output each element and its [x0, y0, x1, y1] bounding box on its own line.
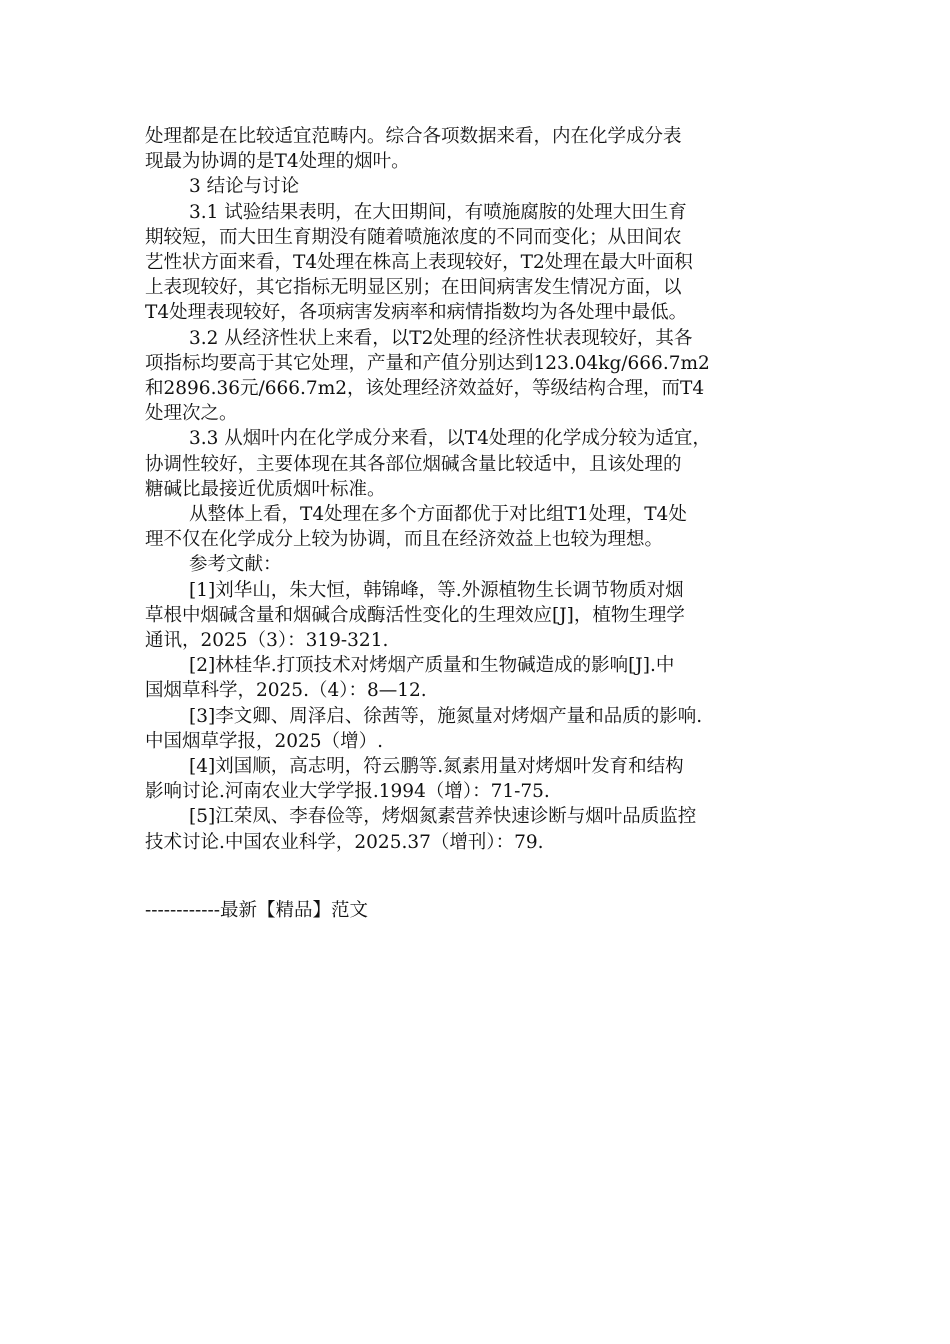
paragraph-ref-4 — [145, 754, 810, 804]
paragraph-ref-heading — [145, 552, 810, 577]
paragraph-ref-5 — [145, 804, 810, 854]
text-line: 影响讨论.河南农业大学学报.1994（增）：71-75. — [145, 781, 550, 803]
text-line: 处理次之。 — [145, 403, 238, 425]
text-line: 理不仅在化学成分上较为协调，而且在经济效益上也较为理想。 — [145, 529, 664, 551]
text-line: [2]林桂华.打顶技术对烤烟产质量和生物碱造成的影响[J].中 — [189, 655, 675, 677]
paragraph-p-summary — [145, 502, 810, 552]
text-line: 项指标均要高于其它处理，产量和产值分别达到123.04kg/666.7m2 — [145, 352, 710, 374]
text-line: 现最为协调的是T4处理的烟叶。 — [145, 151, 410, 173]
text-line: 通讯，2025（3）：319-321. — [145, 630, 389, 652]
paragraph-p3-3 — [145, 426, 810, 502]
paragraph-heading-3 — [145, 174, 810, 199]
text-line: 和2896.36元/666.7m2，该处理经济效益好，等级结构合理，而T4 — [145, 378, 705, 400]
document-body — [145, 124, 810, 855]
text-line: 期较短，而大田生育期没有随着喷施浓度的不同而变化；从田间农 — [145, 226, 682, 248]
text-line: 参考文献： — [189, 554, 282, 576]
footer-text: ------------最新【精品】范文 — [145, 900, 369, 921]
text-line: 糖碱比最接近优质烟叶标准。 — [145, 478, 386, 500]
paragraph-ref-1 — [145, 578, 810, 654]
text-line: 3.2 从经济性状上来看，以T2处理的经济性状表现较好，其各 — [189, 327, 693, 349]
paragraph-p0 — [145, 124, 810, 174]
paragraph-p3-1 — [145, 200, 810, 326]
text-line: 3 结论与讨论 — [189, 176, 300, 198]
text-line: 从整体上看，T4处理在多个方面都优于对比组T1处理，T4处 — [189, 504, 687, 526]
text-line: [1]刘华山，朱大恒，韩锦峰，等.外源植物生长调节物质对烟 — [189, 579, 684, 601]
text-line: 草根中烟碱含量和烟碱合成酶活性变化的生理效应[J]，植物生理学 — [145, 604, 685, 626]
text-line: 处理都是在比较适宜范畴内。综合各项数据来看，内在化学成分表 — [145, 126, 682, 147]
text-line: 技术讨论.中国农业科学，2025.37（增刊）：79. — [145, 831, 544, 853]
paragraph-p3-2 — [145, 326, 810, 427]
text-line: 3.1 试验结果表明，在大田期间，有喷施腐胺的处理大田生育 — [189, 201, 687, 223]
text-line: [4]刘国顺，高志明，符云鹏等.氮素用量对烤烟叶发育和结构 — [189, 756, 684, 778]
paragraph-ref-2 — [145, 653, 810, 703]
text-line: 协调性较好，主要体现在其各部位烟碱含量比较适中，且该处理的 — [145, 453, 682, 475]
text-line: [3]李文卿、周泽启、徐茜等，施氮量对烤烟产量和品质的影响. — [189, 705, 703, 727]
text-line: T4处理表现较好，各项病害发病率和病情指数均为各处理中最低。 — [145, 302, 688, 324]
paragraph-ref-3 — [145, 704, 810, 754]
text-line: 3.3 从烟叶内在化学成分来看，以T4处理的化学成分较为适宜， — [189, 428, 711, 450]
text-line: [5]江荣凤、李春俭等，烤烟氮素营养快速诊断与烟叶品质监控 — [189, 806, 697, 828]
text-line: 艺性状方面来看，T4处理在株高上表现较好，T2处理在最大叶面积 — [145, 252, 693, 274]
text-line: 上表现较好，其它指标无明显区别；在田间病害发生情况方面，以 — [145, 277, 682, 299]
text-line: 中国烟草学报，2025（增）. — [145, 730, 383, 752]
text-line: 国烟草科学，2025.（4）：8—12. — [145, 680, 427, 702]
